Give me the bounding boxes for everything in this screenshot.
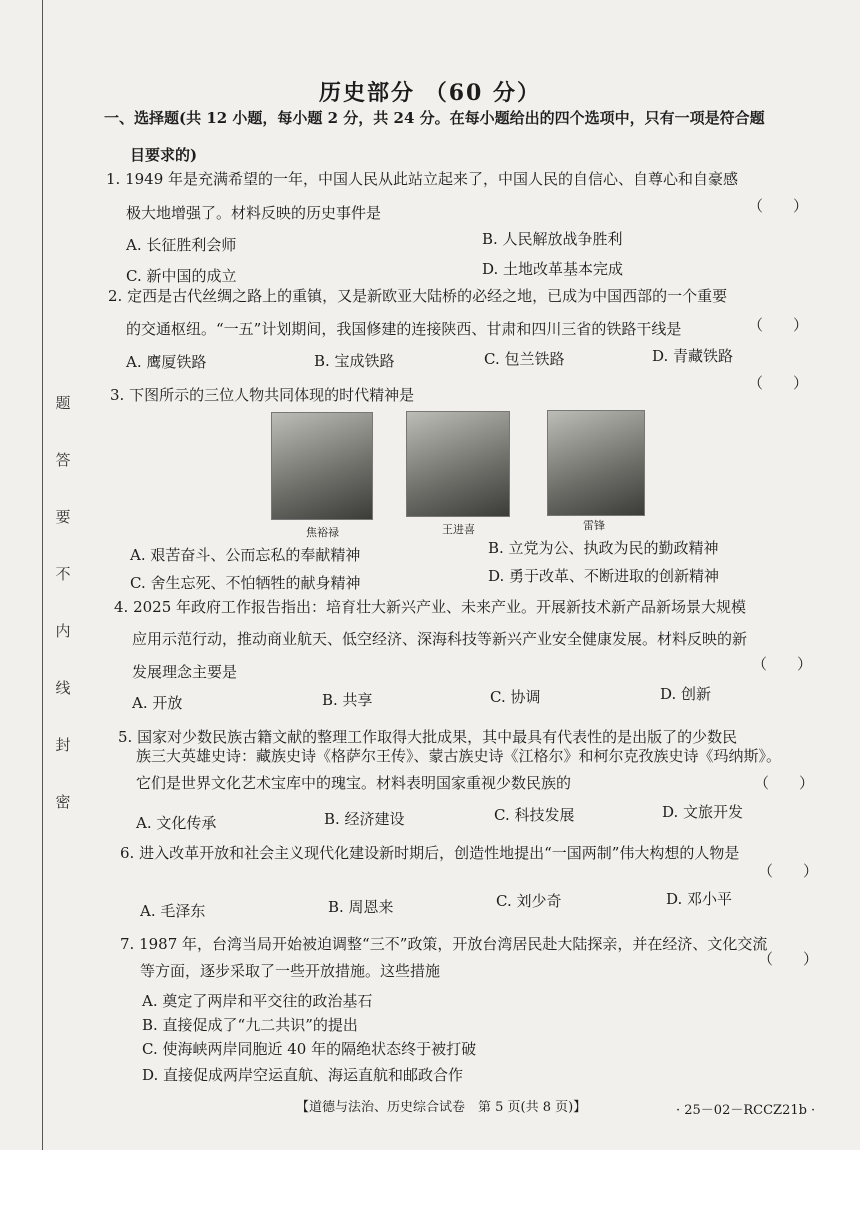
q2-option-b: B. 宝成铁路 — [314, 352, 395, 370]
q3-option-c: C. 舍生忘死、不怕牺牲的献身精神 — [130, 574, 361, 592]
q6-answer-bracket: （ ） — [758, 862, 819, 880]
photo-caption: 雷锋 — [583, 519, 605, 532]
photo-caption: 王进喜 — [442, 523, 475, 536]
page-footer-code: · 25－02－RCCZ21b · — [676, 1103, 816, 1118]
q4-stem-cont: 应用示范行动，推动商业航天、低空经济、深海科技等新兴产业安全健康发展。材料反映的新 — [132, 630, 748, 648]
q5-stem: 5. 国家对少数民族古籍文献的整理工作取得大批成果，其中最具有代表性的是出版了的少数民 — [118, 728, 738, 746]
seal-char: 密 — [55, 793, 71, 811]
q1-answer-bracket: （ ） — [748, 197, 809, 215]
q4-option-b: B. 共享 — [322, 691, 373, 709]
q6-option-c: C. 刘少奇 — [496, 892, 562, 910]
q7-option-b: B. 直接促成了“九二共识”的提出 — [142, 1016, 358, 1034]
q3-option-d: D. 勇于改革、不断进取的创新精神 — [488, 567, 720, 585]
q3-option-a: A. 艰苦奋斗、公而忘私的奉献精神 — [130, 546, 361, 564]
q5-stem-cont: 族三大英雄史诗：藏族史诗《格萨尔王传》、蒙古族史诗《江格尔》和柯尔克孜族史诗《玛纳斯》。 — [136, 747, 782, 765]
q5-option-b: B. 经济建设 — [324, 810, 405, 828]
q4-answer-bracket: （ ） — [752, 655, 813, 673]
q7-stem: 7. 1987 年，台湾当局开始被迫调整“三不”政策，开放台湾居民赴大陆探亲，并在经济、文化交流 — [120, 935, 768, 953]
photo-caption: 焦裕禄 — [306, 526, 339, 539]
seal-line-notice — [52, 392, 74, 812]
q6-stem: 6. 进入改革开放和社会主义现代化建设新时期后，创造性地提出“一国两制”伟大构想的人物是 — [120, 844, 740, 862]
seal-char: 不 — [55, 565, 71, 583]
page-footer-info: 【道德与法治、历史综合试卷 第 5 页(共 8 页)】 — [296, 1100, 587, 1115]
q4-stem-cont: 发展理念主要是 — [132, 663, 238, 681]
photo-jiao-yulu — [271, 412, 373, 520]
q2-option-d: D. 青藏铁路 — [652, 347, 734, 365]
q6-option-d: D. 邓小平 — [666, 890, 733, 908]
q7-option-a: A. 奠定了两岸和平交往的政治基石 — [142, 992, 373, 1010]
q7-answer-bracket: （ ） — [758, 950, 819, 968]
photo-lei-feng — [547, 410, 645, 516]
q2-stem-cont: 的交通枢纽。“一五”计划期间，我国修建的连接陕西、甘肃和四川三省的铁路干线是 — [126, 320, 682, 338]
q7-stem-cont: 等方面，逐步采取了一些开放措施。这些措施 — [140, 962, 441, 980]
seal-char: 答 — [55, 451, 71, 469]
q1-stem-cont: 极大地增强了。材料反映的历史事件是 — [126, 204, 382, 222]
q3-stem: 3. 下图所示的三位人物共同体现的时代精神是 — [110, 386, 415, 404]
section-heading: 一、选择题(共 12 小题，每小题 2 分，共 24 分。在每小题给出的四个选项中，只有一项是符合题 — [104, 109, 765, 127]
q1-option-c: C. 新中国的成立 — [126, 267, 237, 285]
seal-char: 线 — [55, 679, 71, 697]
seal-char: 封 — [55, 736, 71, 754]
q5-option-c: C. 科技发展 — [494, 806, 575, 824]
q6-option-b: B. 周恩来 — [328, 898, 394, 916]
q7-option-d: D. 直接促成两岸空运直航、海运直航和邮政合作 — [142, 1066, 464, 1084]
q2-stem: 2. 定西是古代丝绸之路上的重镇，又是新欧亚大陆桥的必经之地，已成为中国西部的一个重要 — [108, 287, 728, 305]
q5-option-a: A. 文化传承 — [136, 814, 217, 832]
q1-stem: 1. 1949 年是充满希望的一年，中国人民从此站立起来了，中国人民的自信心、自尊心和自豪感 — [106, 170, 739, 188]
seal-char: 题 — [55, 394, 71, 412]
q1-option-d: D. 土地改革基本完成 — [482, 260, 624, 278]
q4-option-d: D. 创新 — [660, 685, 712, 703]
section-heading-cont: 目要求的) — [130, 146, 198, 164]
seal-char: 内 — [55, 622, 71, 640]
q1-option-a: A. 长征胜利会师 — [126, 236, 237, 254]
q2-answer-bracket: （ ） — [748, 316, 809, 334]
q5-stem-cont: 它们是世界文化艺术宝库中的瑰宝。材料表明国家重视少数民族的 — [136, 774, 572, 792]
q2-option-c: C. 包兰铁路 — [484, 350, 565, 368]
seal-char: 要 — [55, 508, 71, 526]
binding-line — [42, 0, 43, 1150]
q2-option-a: A. 鹰厦铁路 — [126, 353, 207, 371]
q1-option-b: B. 人民解放战争胜利 — [482, 230, 623, 248]
q3-answer-bracket: （ ） — [748, 374, 809, 392]
photo-wang-jinxi — [406, 411, 510, 517]
q3-option-b: B. 立党为公、执政为民的勤政精神 — [488, 539, 719, 557]
q6-option-a: A. 毛泽东 — [140, 902, 206, 920]
q5-answer-bracket: （ ） — [754, 774, 815, 792]
q4-option-c: C. 协调 — [490, 688, 541, 706]
q4-stem: 4. 2025 年政府工作报告指出：培育壮大新兴产业、未来产业。开展新技术新产品新场景大规模 — [114, 598, 747, 616]
q7-option-c: C. 使海峡两岸同胞近 40 年的隔绝状态终于被打破 — [142, 1040, 477, 1058]
page-title: 历史部分 （60 分） — [319, 80, 541, 106]
q5-option-d: D. 文旅开发 — [662, 803, 744, 821]
q4-option-a: A. 开放 — [132, 694, 183, 712]
